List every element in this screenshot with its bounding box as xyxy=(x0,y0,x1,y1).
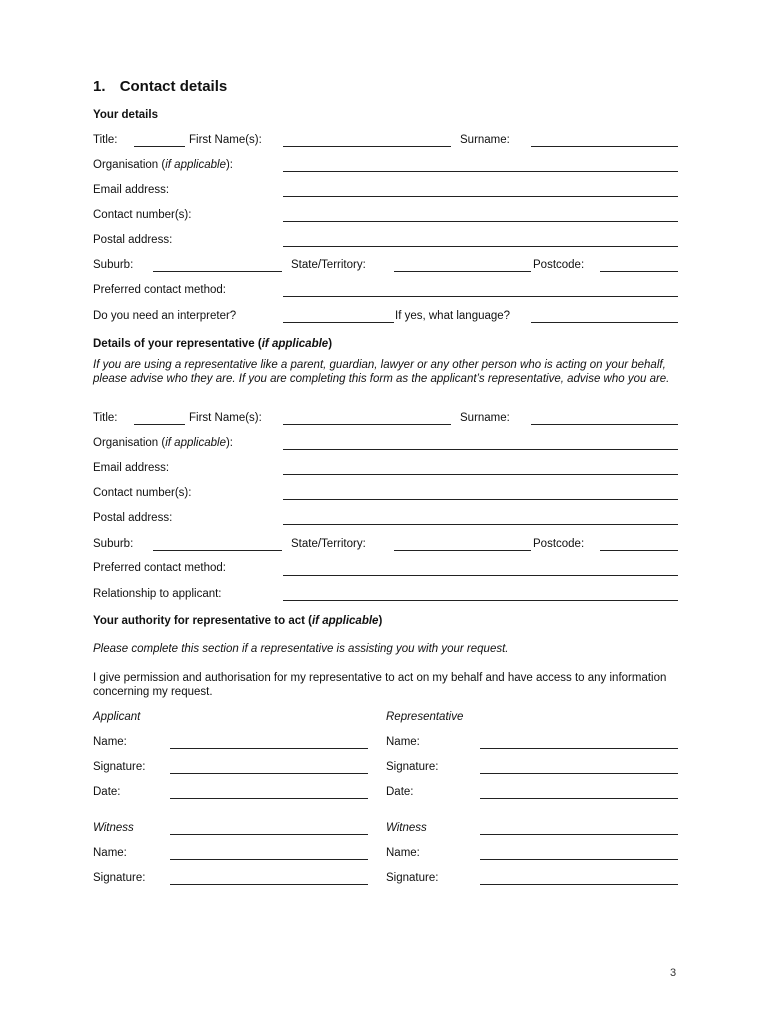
applicant-witness-name-label: Name: xyxy=(93,847,127,859)
rep-date-label: Date: xyxy=(386,786,414,798)
postcode-label: Postcode: xyxy=(533,259,585,271)
applicant-date-field[interactable] xyxy=(170,798,368,799)
rep-suburb-label: Suburb: xyxy=(93,538,134,550)
applicant-witness-label: Witness xyxy=(93,822,134,834)
rep-postal-address-field[interactable] xyxy=(283,524,678,525)
rep-organisation-label: Organisation (if applicable): xyxy=(93,437,233,449)
applicant-witness-name-field[interactable] xyxy=(170,859,368,860)
organisation-field[interactable] xyxy=(283,171,678,172)
rep-witness-name-field[interactable] xyxy=(480,859,678,860)
rep-witness-field[interactable] xyxy=(480,834,678,835)
rep-witness-signature-label: Signature: xyxy=(386,872,439,884)
rep-preferred-contact-label: Preferred contact method: xyxy=(93,562,226,574)
relationship-field[interactable] xyxy=(283,600,678,601)
rep-state-field[interactable] xyxy=(394,550,531,551)
rep-first-name-label: First Name(s): xyxy=(189,412,262,424)
representative-column-heading: Representative xyxy=(386,711,464,723)
rep-signature-field[interactable] xyxy=(480,773,678,774)
rep-title-label: Title: xyxy=(93,412,118,424)
interpreter-field[interactable] xyxy=(283,322,394,323)
rep-contact-number-label: Contact number(s): xyxy=(93,487,192,499)
rep-title-field[interactable] xyxy=(134,424,185,425)
surname-field[interactable] xyxy=(531,146,678,147)
representative-intro: If you are using a representative like a parent, guardian, lawyer or any other person who is acting on your behalf, please advise who they are. If you are completing this form as the applicant’s representative, advise who you are. xyxy=(93,359,670,385)
contact-number-field[interactable] xyxy=(283,221,678,222)
section-number: 1. xyxy=(93,78,106,95)
rep-postal-address-label: Postal address: xyxy=(93,512,173,524)
applicant-witness-field[interactable] xyxy=(170,834,368,835)
email-label: Email address: xyxy=(93,184,170,196)
rep-witness-name-label: Name: xyxy=(386,847,420,859)
state-field[interactable] xyxy=(394,271,531,272)
language-field[interactable] xyxy=(531,322,678,323)
applicant-signature-field[interactable] xyxy=(170,773,368,774)
rep-surname-label: Surname: xyxy=(460,412,510,424)
rep-name-label: Name: xyxy=(386,736,420,748)
rep-witness-signature-field[interactable] xyxy=(480,884,678,885)
applicant-heading: Applicant xyxy=(93,711,141,723)
rep-surname-field[interactable] xyxy=(531,424,678,425)
authority-instruction: Please complete this section if a representative is assisting you with your request. xyxy=(93,643,509,655)
suburb-field[interactable] xyxy=(153,271,282,272)
rep-postcode-field[interactable] xyxy=(600,550,678,551)
rep-contact-number-field[interactable] xyxy=(283,499,678,500)
rep-date-field[interactable] xyxy=(480,798,678,799)
suburb-label: Suburb: xyxy=(93,259,134,271)
rep-name-field[interactable] xyxy=(480,748,678,749)
postal-address-field[interactable] xyxy=(283,246,678,247)
surname-label: Surname: xyxy=(460,134,510,146)
page-number: 3 xyxy=(670,967,677,979)
rep-state-label: State/Territory: xyxy=(291,538,366,550)
applicant-witness-signature-label: Signature: xyxy=(93,872,146,884)
language-label: If yes, what language? xyxy=(395,310,511,322)
rep-preferred-contact-field[interactable] xyxy=(283,575,678,576)
relationship-label: Relationship to applicant: xyxy=(93,588,222,600)
first-name-field[interactable] xyxy=(283,146,451,147)
authority-heading: Your authority for representative to act (if applicable) xyxy=(93,615,383,627)
applicant-name-field[interactable] xyxy=(170,748,368,749)
rep-signature-label: Signature: xyxy=(386,761,439,773)
interpreter-label: Do you need an interpreter? xyxy=(93,310,237,322)
rep-email-field[interactable] xyxy=(283,474,678,475)
applicant-date-label: Date: xyxy=(93,786,121,798)
authority-permission: I give permission and authorisation for my representative to act on my behalf and have access to any information concerning my request. xyxy=(93,672,667,698)
applicant-name-label: Name: xyxy=(93,736,127,748)
organisation-label: Organisation (if applicable): xyxy=(93,159,233,171)
applicant-witness-signature-field[interactable] xyxy=(170,884,368,885)
state-label: State/Territory: xyxy=(291,259,366,271)
first-name-label: First Name(s): xyxy=(189,134,262,146)
contact-number-label: Contact number(s): xyxy=(93,209,192,221)
rep-suburb-field[interactable] xyxy=(153,550,282,551)
preferred-contact-field[interactable] xyxy=(283,296,678,297)
rep-first-name-field[interactable] xyxy=(283,424,451,425)
preferred-contact-label: Preferred contact method: xyxy=(93,284,226,296)
section-heading xyxy=(93,78,227,95)
postcode-field[interactable] xyxy=(600,271,678,272)
section-title: Contact details xyxy=(119,78,228,95)
postal-address-label: Postal address: xyxy=(93,234,173,246)
your-details-heading: Your details xyxy=(93,109,158,121)
representative-heading: Details of your representative (if applicable) xyxy=(93,338,333,350)
title-field[interactable] xyxy=(134,146,185,147)
title-label: Title: xyxy=(93,134,118,146)
rep-postcode-label: Postcode: xyxy=(533,538,585,550)
rep-witness-label: Witness xyxy=(386,822,427,834)
email-field[interactable] xyxy=(283,196,678,197)
rep-organisation-field[interactable] xyxy=(283,449,678,450)
applicant-signature-label: Signature: xyxy=(93,761,146,773)
rep-email-label: Email address: xyxy=(93,462,170,474)
